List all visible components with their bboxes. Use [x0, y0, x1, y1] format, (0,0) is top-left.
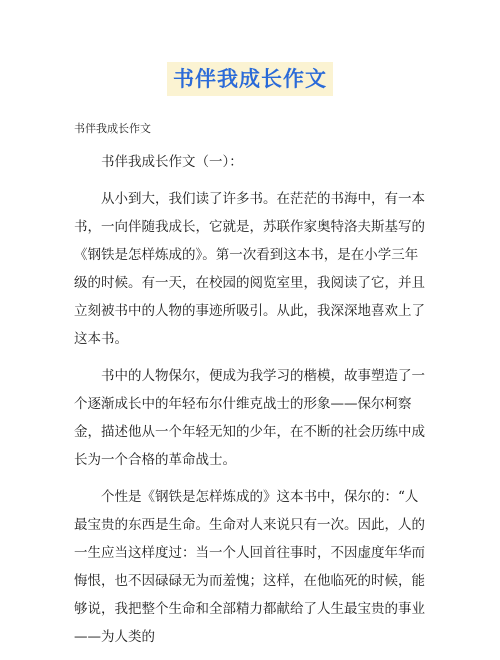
document-title: 书伴我成长作文 — [167, 62, 333, 96]
section-heading: 书伴我成长作文（一）： — [101, 154, 243, 170]
paragraph-1: 从小到大，我们读了许多书。在茫茫的书海中，有一本书，一向伴随我成长，它就是，苏联作家奥特洛夫斯基写的《钢铁是怎样炼成的》。第一次看到这本书，是在小学三年级的时候。有一天，在校园的阅览室里，我阅读了它，并且立刻被书中的人物的事迹所吸引。从此，我深深地喜欢上了这本书。 — [74, 191, 425, 347]
paragraph-2: 书中的人物保尔，便成为我学习的楷模，故事塑造了一个逐渐成长中的年轻布尔什维克战士的形象——保尔柯察金，描述他从一个年轻无知的少年，在不断的社会历练中成长为一个合格的革命战士。 — [74, 368, 425, 468]
document-subtitle: 书伴我成长作文 — [74, 122, 151, 135]
document-body — [74, 148, 426, 660]
title-container — [0, 62, 500, 96]
paragraph-3: 个性是《钢铁是怎样炼成的》这本书中，保尔的：“人最宝贵的东西是生命。生命对人来说只有一次。因此，人的一生应当这样度过：当一个人回首往事时，不因虚度年华而悔恨，也不因碌碌无为而羞愧；这样，在他临死的时候，能够说，我把整个生命和全部精力都献给了人生最宝贵的事业——为人类的 — [74, 489, 425, 645]
